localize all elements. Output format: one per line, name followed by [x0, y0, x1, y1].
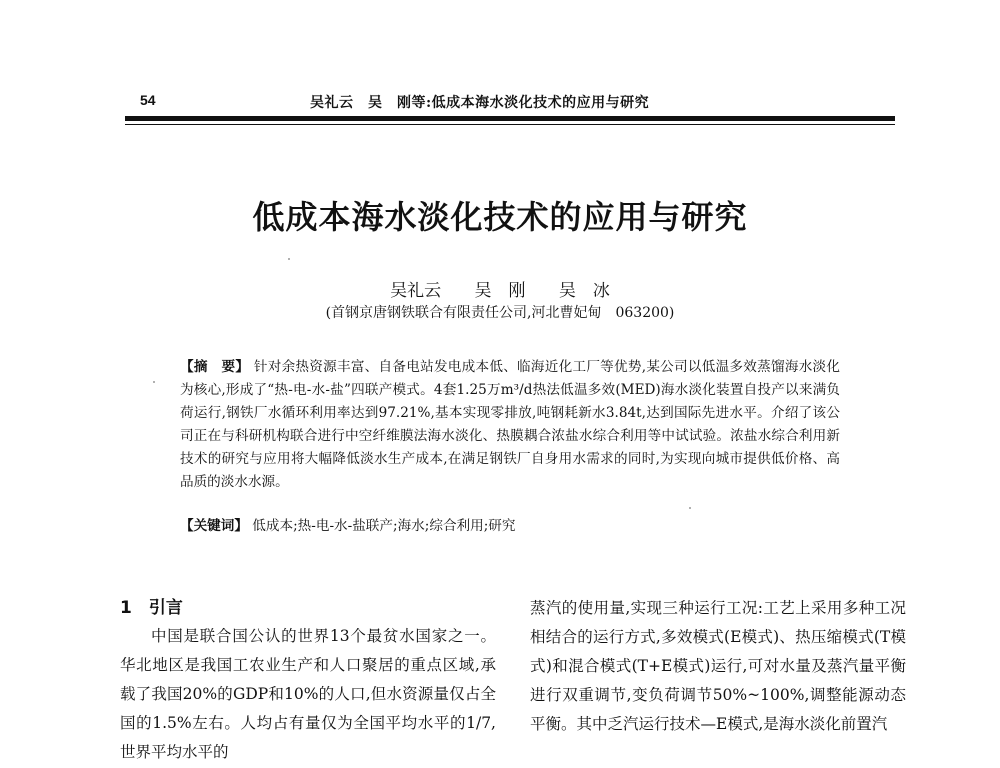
author-list [0, 276, 1000, 301]
abstract [180, 356, 840, 494]
article-title: 低成本海水淡化技术的应用与研究 [252, 198, 748, 236]
keywords-label: 【关键词】 [180, 518, 248, 534]
scan-speck [288, 258, 290, 260]
body-paragraph: 中国是联合国公认的世界13个最贫水国家之一。华北地区是我国工农业生产和人口聚居的重点区域,承载了我国20%的GDP和10%的人口,但水资源量仅占全国的1.5%左右。人均占有量仅为全国平均水平的1/7,世界平均水平的 [120, 627, 496, 761]
header-row [140, 92, 880, 114]
section-heading: 1 引言 [120, 598, 183, 618]
body-column-left [120, 594, 496, 767]
header-rule-thin [125, 124, 895, 125]
page-number: 54 [140, 92, 156, 108]
running-title: 吴礼云 吴 刚等:低成本海水淡化技术的应用与研究 [310, 95, 650, 111]
abstract-text: 针对余热资源丰富、自备电站发电成本低、临海近化工厂等优势,某公司以低温多效蒸馏海水淡化为核心,形成了“热-电-水-盐”四联产模式。4套1.25万m³/d热法低温多效(MED)海水淡化装置自投产以来满负荷运行,钢铁厂水循环利用率达到97.21%,基本实现零排放,吨钢耗新水3.84t,达到国际先进水平。介绍了该公司正在与科研机构联合进行中空纤维膜法海水淡化、热膜耦合浓盐水综合利用等中试试验。浓盐水综合利用新技术的研究与应用将大幅降低淡水生产成本,在满足钢铁厂自身用水需求的同时,为实现向城市提供低价格、高品质的淡水水源。 [180, 359, 840, 490]
body-paragraph: 蒸汽的使用量,实现三种运行工况:工艺上采用多种工况相结合的运行方式,多效模式(E模式)、热压缩模式(T模式)和混合模式(T+E模式)运行,可对水量及蒸汽量平衡进行双重调节,变负荷调节50%~100%,调整能源动态平衡。其中乏汽运行技术—E模式,是海水淡化前置汽 [530, 599, 906, 733]
scan-speck [689, 507, 691, 509]
affiliation: (首钢京唐钢铁联合有限责任公司,河北曹妃甸 063200) [325, 305, 675, 321]
abstract-label: 【摘 要】 [180, 359, 250, 375]
author-name: 吴 刚 [474, 281, 526, 301]
keywords-text: 低成本;热-电-水-盐联产;海水;综合利用;研究 [252, 518, 516, 534]
author-name: 吴 冰 [558, 281, 610, 301]
body-column-right [530, 594, 906, 739]
author-name: 吴礼云 [390, 281, 442, 301]
keywords [180, 515, 840, 538]
header-rule-thick [125, 116, 895, 121]
scan-speck [153, 381, 155, 383]
